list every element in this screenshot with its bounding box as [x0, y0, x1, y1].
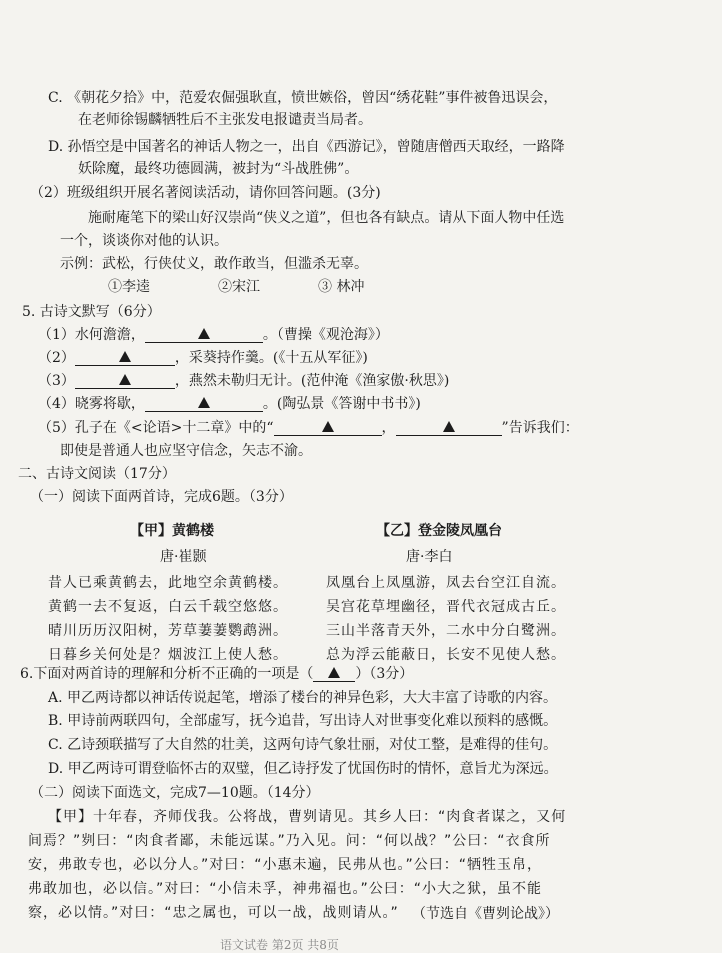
option-c-line2: 在老师徐锡麟牺牲后不主张发电报谴责当局者。: [78, 112, 372, 128]
q6-option-d: D. 甲乙两诗可谓登临怀古的双璧，但乙诗抒发了忧国伤时的情怀，意旨尤为深远。: [48, 761, 558, 777]
part2-source: （节选自《曹刿论战》）: [412, 906, 559, 922]
q5-line3-suffix: ，燕然未勒归无计。(范仲淹《渔家傲·秋思》): [174, 373, 450, 389]
poem-a-line: 晴川历历汉阳树，芳草萋萋鹦鹉洲。: [48, 623, 288, 639]
poem-a-title: 【甲】黄鹤楼: [130, 523, 214, 539]
q6-option-a: A. 甲乙两诗都以神话传说起笔，增添了楼台的神异色彩，大大丰富了诗歌的内容。: [48, 690, 558, 706]
triangle-icon: [328, 667, 340, 678]
q5-line2-prefix: （2）: [38, 350, 75, 366]
q5-line4-prefix: （4）晓雾将歇，: [38, 396, 145, 412]
page-footer: 语文试卷 第2页 共8页: [220, 938, 339, 952]
q5-line1: [38, 325, 389, 345]
option-d-line1: D. 孙悟空是中国著名的神话人物之一，出自《西游记》，曾随唐僧西天取经，一路降: [48, 139, 565, 155]
poem-b-author: 唐·李白: [406, 549, 453, 565]
part2-line: 弗敢加也，必以信。”对曰：“小信未孚，神弗福也。”公曰：“小大之狱，虽不能: [28, 881, 543, 897]
poem-a-line: 昔人已乘黄鹤去，此地空余黄鹤楼。: [48, 575, 288, 591]
q5-line1-prefix: （1）水何澹澹，: [38, 327, 145, 343]
triangle-icon: [198, 397, 210, 408]
q6-stem-prefix: 6.下面对两首诗的理解和分析不正确的一项是（: [20, 666, 314, 682]
q4-2-title: （2）班级组织开展名著阅读活动，请你回答问题。(3分): [30, 185, 381, 201]
part2-line: 安，弗敢专也，必以分人。”对曰：“小惠未遍，民弗从也。”公曰：“牺牲玉帛，: [28, 857, 543, 873]
q4-2-line2: 一个，谈谈你对他的认识。: [60, 233, 228, 249]
q5-blank-4[interactable]: [145, 397, 263, 412]
section2-title: 二、古诗文阅读（17分）: [18, 466, 176, 482]
q4-2-choice-2: ②宋江: [218, 279, 260, 295]
q5-line4-suffix: 。(陶弘景《答谢中书书》): [262, 396, 421, 412]
q4-2-line1: 施耐庵笔下的梁山好汉崇尚“侠义之道”，但也各有缺点。请从下面人物中任选: [88, 210, 565, 226]
poem-a-line: 黄鹤一去不复返，白云千载空悠悠。: [48, 599, 288, 615]
poem-a-author: 唐·崔颢: [160, 549, 207, 565]
q5-blank-3[interactable]: [75, 374, 175, 389]
poem-b-line: 凤凰台上凤凰游，凤去台空江自流。: [326, 575, 566, 591]
part2-line: 【甲】十年春，齐师伐我。公将战，曹刿请见。其乡人曰：“肉食者谋之，又何: [48, 809, 567, 825]
q5-blank-1[interactable]: [145, 328, 263, 343]
triangle-icon: [443, 421, 455, 432]
q5-line2-suffix: ，采葵持作羹。(《十五从军征》): [174, 350, 368, 366]
q4-2-choice-1: ①李逵: [108, 279, 150, 295]
part2-line: 察，必以情。”对曰：“忠之属也，可以一战，战则请从。”: [28, 905, 399, 921]
triangle-icon: [119, 351, 131, 362]
triangle-icon: [198, 328, 210, 339]
q5-line5: [38, 418, 579, 438]
q5-line3: [38, 371, 449, 391]
q6-stem-suffix: ）（3分）: [355, 666, 414, 682]
triangle-icon: [119, 374, 131, 385]
section2-part1: （一）阅读下面两首诗，完成6题。（3分）: [30, 489, 293, 505]
part2-line: 间焉？”刿曰：“肉食者鄙，未能远谋。”乃入见。问：“何以战？”公曰：“衣食所: [28, 833, 551, 849]
q5-blank-5[interactable]: [274, 421, 382, 436]
triangle-icon: [322, 421, 334, 432]
option-d-line2: 妖除魔，最终功德圆满，被封为“斗战胜佛”。: [78, 161, 359, 177]
poem-b-line: 吴宫花草埋幽径，晋代衣冠成古丘。: [326, 599, 566, 615]
q5-line5-prefix: （5）孔子在《<论语>十二章》中的“: [38, 420, 274, 436]
poem-b-line: 总为浮云能蔽日，长安不见使人愁。: [326, 647, 566, 663]
q6-option-c: C. 乙诗颈联描写了大自然的壮美，这两句诗气象壮丽，对仗工整，是难得的佳句。: [48, 737, 558, 753]
q4-2-example: 示例：武松，行侠仗义，敢作敢当，但滥杀无辜。: [60, 256, 368, 272]
poem-b-title: 【乙】登金陵凤凰台: [376, 523, 502, 539]
q6-stem: [20, 664, 413, 684]
part2-title: （二）阅读下面选文，完成7—10题。（14分）: [30, 785, 320, 801]
option-c-line1: C. 《朝花夕拾》中，范爱农倔强耿直，愤世嫉俗，曾因“绣花鞋”事件被鲁迅误会，: [48, 90, 558, 106]
poem-a-line: 日暮乡关何处是？烟波江上使人愁。: [48, 647, 288, 663]
q6-answer-blank[interactable]: [313, 667, 355, 682]
q5-line4: [38, 394, 421, 414]
poem-b-line: 三山半落青天外，二水中分白鹭洲。: [326, 623, 566, 639]
q4-2-choice-3: ③ 林冲: [318, 279, 365, 295]
q5-line5-suffix: ”告诉我们：: [501, 420, 579, 436]
q5-line5-cont: 即使是普通人也应坚守信念，矢志不渝。: [60, 443, 312, 459]
q5-line3-prefix: （3）: [38, 373, 75, 389]
q5-line5-mid: ，: [381, 420, 396, 436]
q5-blank-6[interactable]: [396, 421, 502, 436]
q5-title: 5. 古诗文默写（6分）: [22, 304, 161, 320]
q5-line2: [38, 348, 368, 368]
q6-option-b: B. 甲诗前两联四句，全部虚写，抚今追昔，写出诗人对世事变化难以预料的感慨。: [48, 713, 558, 729]
q5-line1-suffix: 。（曹操《观沧海》）: [262, 327, 389, 343]
q5-blank-2[interactable]: [75, 351, 175, 366]
